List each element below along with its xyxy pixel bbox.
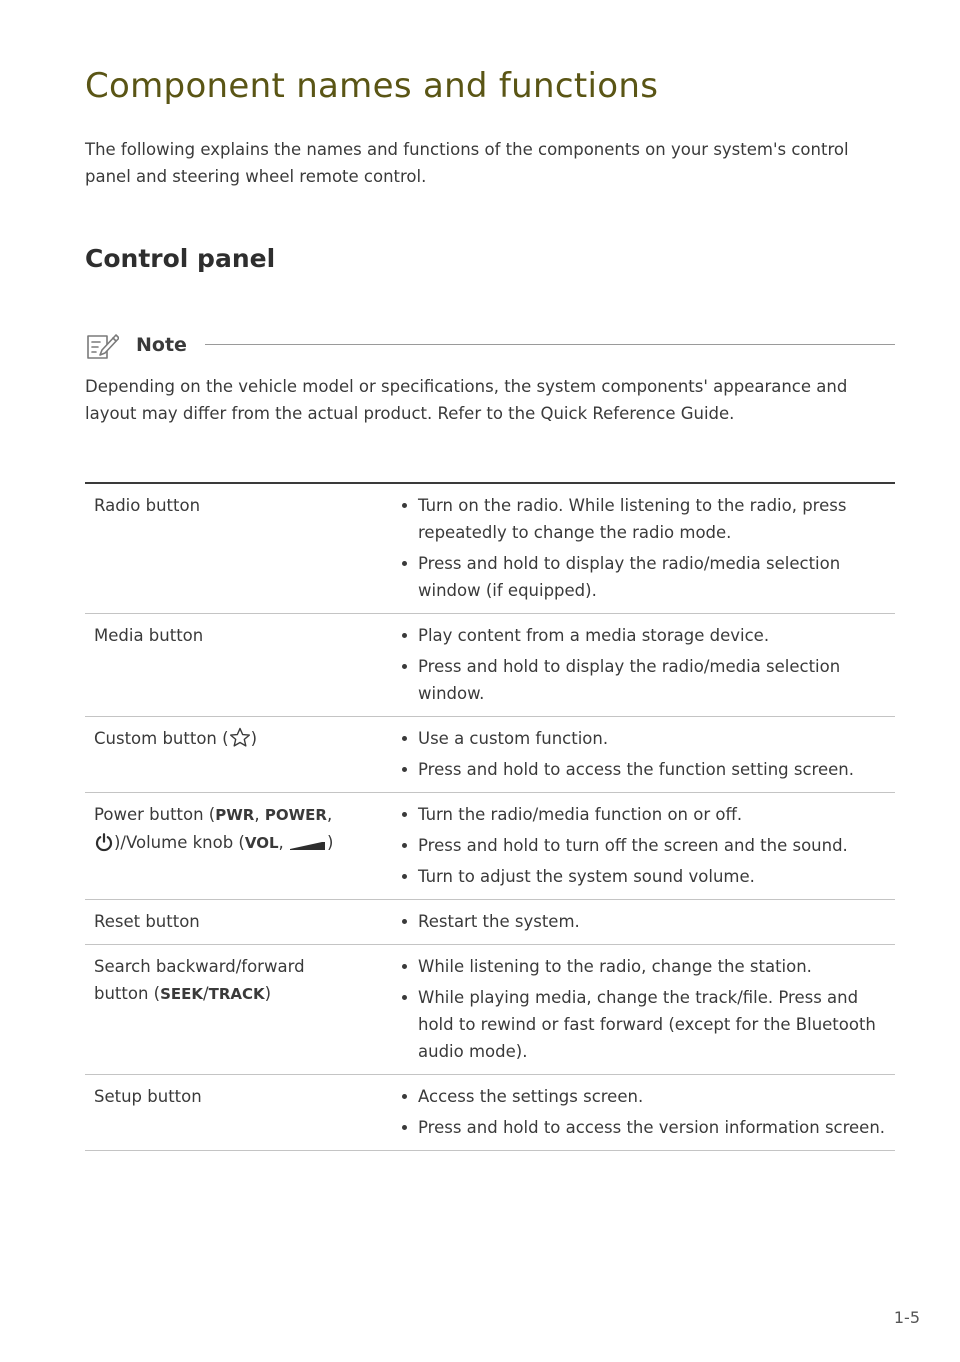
- star-icon: [229, 727, 251, 756]
- list-item: While listening to the radio, change the station.: [401, 953, 895, 980]
- list-item: Press and hold to access the version information screen.: [401, 1114, 895, 1141]
- key-label: PWR: [215, 806, 255, 824]
- component-description: [354, 900, 895, 945]
- list-item: Turn to adjust the system sound volume.: [401, 863, 895, 890]
- name-text: ,: [326, 805, 333, 824]
- list-item: Turn on the radio. While listening to the radio, press repeatedly to change the radio mode.: [401, 492, 895, 546]
- component-table: [85, 482, 895, 1151]
- page-number: 1-5: [893, 1308, 920, 1327]
- list-item: Restart the system.: [401, 908, 895, 935]
- list-item: Press and hold to display the radio/media selection window (if equipped).: [401, 550, 895, 604]
- name-text: ): [250, 729, 257, 748]
- list-item: Press and hold to access the function setting screen.: [401, 756, 895, 783]
- table-row: [85, 717, 895, 793]
- component-description: [354, 945, 895, 1075]
- page-title: Component names and functions: [85, 66, 659, 106]
- component-name: Reset button: [85, 900, 354, 945]
- list-item: Use a custom function.: [401, 725, 895, 752]
- name-text: Power button (: [94, 805, 216, 824]
- table-row: [85, 614, 895, 717]
- key-label: SEEK: [160, 985, 204, 1003]
- name-text: ,: [278, 833, 290, 852]
- name-text: Custom button (: [94, 729, 229, 748]
- table-row: [85, 793, 895, 900]
- note-label: Note: [136, 334, 187, 356]
- intro-paragraph: The following explains the names and functions of the components on your system's control panel and steering wheel remote control.: [85, 140, 849, 186]
- component-name: Radio button: [85, 483, 354, 614]
- name-text: Search backward/forward button (: [94, 957, 305, 1003]
- note-text: Depending on the vehicle model or specifications, the system components' appearance and layout may differ from the actual product. Refer to the Quick Reference Guide.: [85, 377, 848, 423]
- power-icon: [94, 832, 114, 860]
- name-text: ,: [254, 805, 265, 824]
- component-description: [354, 614, 895, 717]
- note-divider: [205, 344, 895, 345]
- list-item: Press and hold to display the radio/media selection window.: [401, 653, 895, 707]
- name-text: /: [203, 984, 209, 1003]
- component-description: [354, 717, 895, 793]
- key-label: TRACK: [208, 985, 265, 1003]
- component-description: [354, 1075, 895, 1151]
- volume-ramp-icon: [289, 833, 327, 860]
- list-item: While playing media, change the track/file. Press and hold to rewind or fast forward (except for the Bluetooth audio mode).: [401, 984, 895, 1065]
- list-item: Play content from a media storage device.: [401, 622, 895, 649]
- key-label: POWER: [264, 806, 327, 824]
- section-title: Control panel: [85, 244, 276, 273]
- table-row: [85, 945, 895, 1075]
- list-item: Press and hold to turn off the screen and the sound.: [401, 832, 895, 859]
- component-name: [85, 717, 354, 793]
- table-row: [85, 1075, 895, 1151]
- note-pencil-icon: [85, 332, 119, 362]
- name-text: )/Volume knob (: [114, 833, 245, 852]
- list-item: Access the settings screen.: [401, 1083, 895, 1110]
- list-item: Turn the radio/media function on or off.: [401, 801, 895, 828]
- component-name: Media button: [85, 614, 354, 717]
- component-description: [354, 793, 895, 900]
- note-header: [85, 330, 895, 360]
- table-row: [85, 483, 895, 614]
- key-label: VOL: [244, 834, 279, 852]
- component-description: [354, 483, 895, 614]
- component-name: [85, 945, 354, 1075]
- component-name: [85, 793, 354, 900]
- name-text: ): [327, 833, 334, 852]
- table-row: [85, 900, 895, 945]
- name-text: ): [264, 984, 272, 1003]
- component-name: Setup button: [85, 1075, 354, 1151]
